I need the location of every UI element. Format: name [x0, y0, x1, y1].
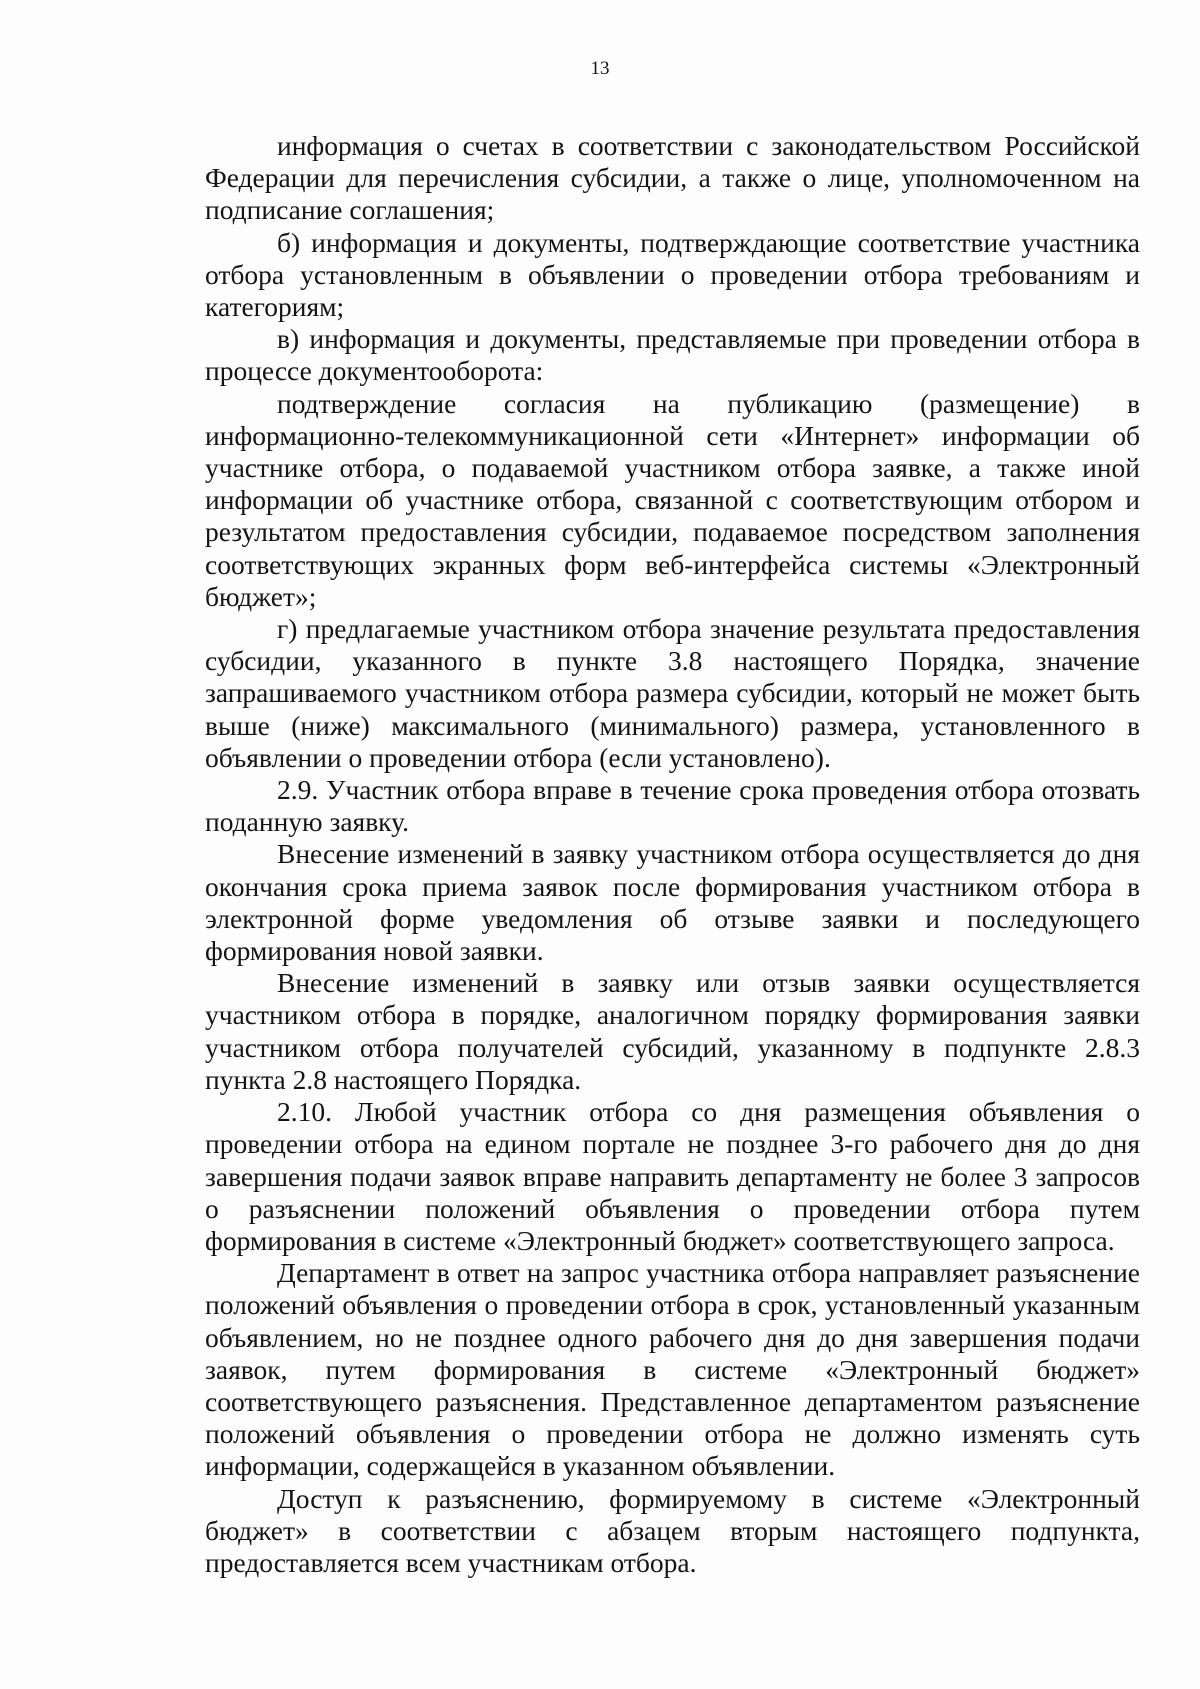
paragraph: 2.10. Любой участник отбора со дня размещения объявления о проведении отбора на едином портале не позднее 3-го рабочего дня до дня завершения подачи заявок вправе направить департаменту не более 3 запросов о разъяснении положений объявления о проведении отбора путем формирования в системе «Электронный бюджет» соответствующего запроса. — [205, 1096, 1140, 1256]
paragraph: подтверждение согласия на публикацию (размещение) в информационно-телекоммуникационной сети «Интернет» информации об участнике отбора, о подаваемой участником отбора заявке, а также иной информации об участнике отбора, связанной с соответствующим отбором и результатом предоставления субсидии, подаваемое посредством заполнения соответствующих экранных форм веб-интерфейса системы «Электронный бюджет»; — [205, 387, 1140, 612]
paragraph: г) предлагаемые участником отбора значение результата предоставления субсидии, указанного в пункте 3.8 настоящего Порядка, значение запрашиваемого участником отбора размера субсидии, который не может быть выше (ниже) максимального (минимального) размера, установленного в объявлении о проведении отбора (если установлено). — [205, 613, 1140, 773]
paragraph: Внесение изменений в заявку участником отбора осуществляется до дня окончания срока приема заявок после формирования участником отбора в электронной форме уведомления об отзыве заявки и последующего формирования новой заявки. — [205, 838, 1140, 967]
paragraph: б) информация и документы, подтверждающие соответствие участника отбора установленным в объявлении о проведении отбора требованиям и категориям; — [205, 226, 1140, 323]
page-number: 13 — [590, 58, 610, 79]
paragraph: информация о счетах в соответствии с законодательством Российской Федерации для перечисления субсидии, а также о лице, уполномоченном на подписание соглашения; — [205, 130, 1140, 226]
document-body — [205, 130, 1140, 1579]
paragraph: Департамент в ответ на запрос участника отбора направляет разъяснение положений объявления о проведении отбора в срок, установленный указанным объявлением, но не позднее одного рабочего дня до дня завершения подачи заявок, путем формирования в системе «Электронный бюджет» соответствующего разъяснения. Представленное департаментом разъяснение положений объявления о проведении отбора не должно изменять суть информации, содержащейся в указанном объявлении. — [205, 1257, 1140, 1482]
paragraph: 2.9. Участник отбора вправе в течение срока проведения отбора отозвать поданную заявку. — [205, 774, 1140, 838]
paragraph: в) информация и документы, представляемые при проведении отбора в процессе документооборота: — [205, 323, 1140, 387]
paragraph: Внесение изменений в заявку или отзыв заявки осуществляется участником отбора в порядке, аналогичном порядку формирования заявки участником отбора получателей субсидий, указанному в подпункте 2.8.3 пункта 2.8 настоящего Порядка. — [205, 967, 1140, 1095]
paragraph: Доступ к разъяснению, формируемому в системе «Электронный бюджет» в соответствии с абзацем вторым настоящего подпункта, предоставляется всем участникам отбора. — [205, 1482, 1140, 1578]
